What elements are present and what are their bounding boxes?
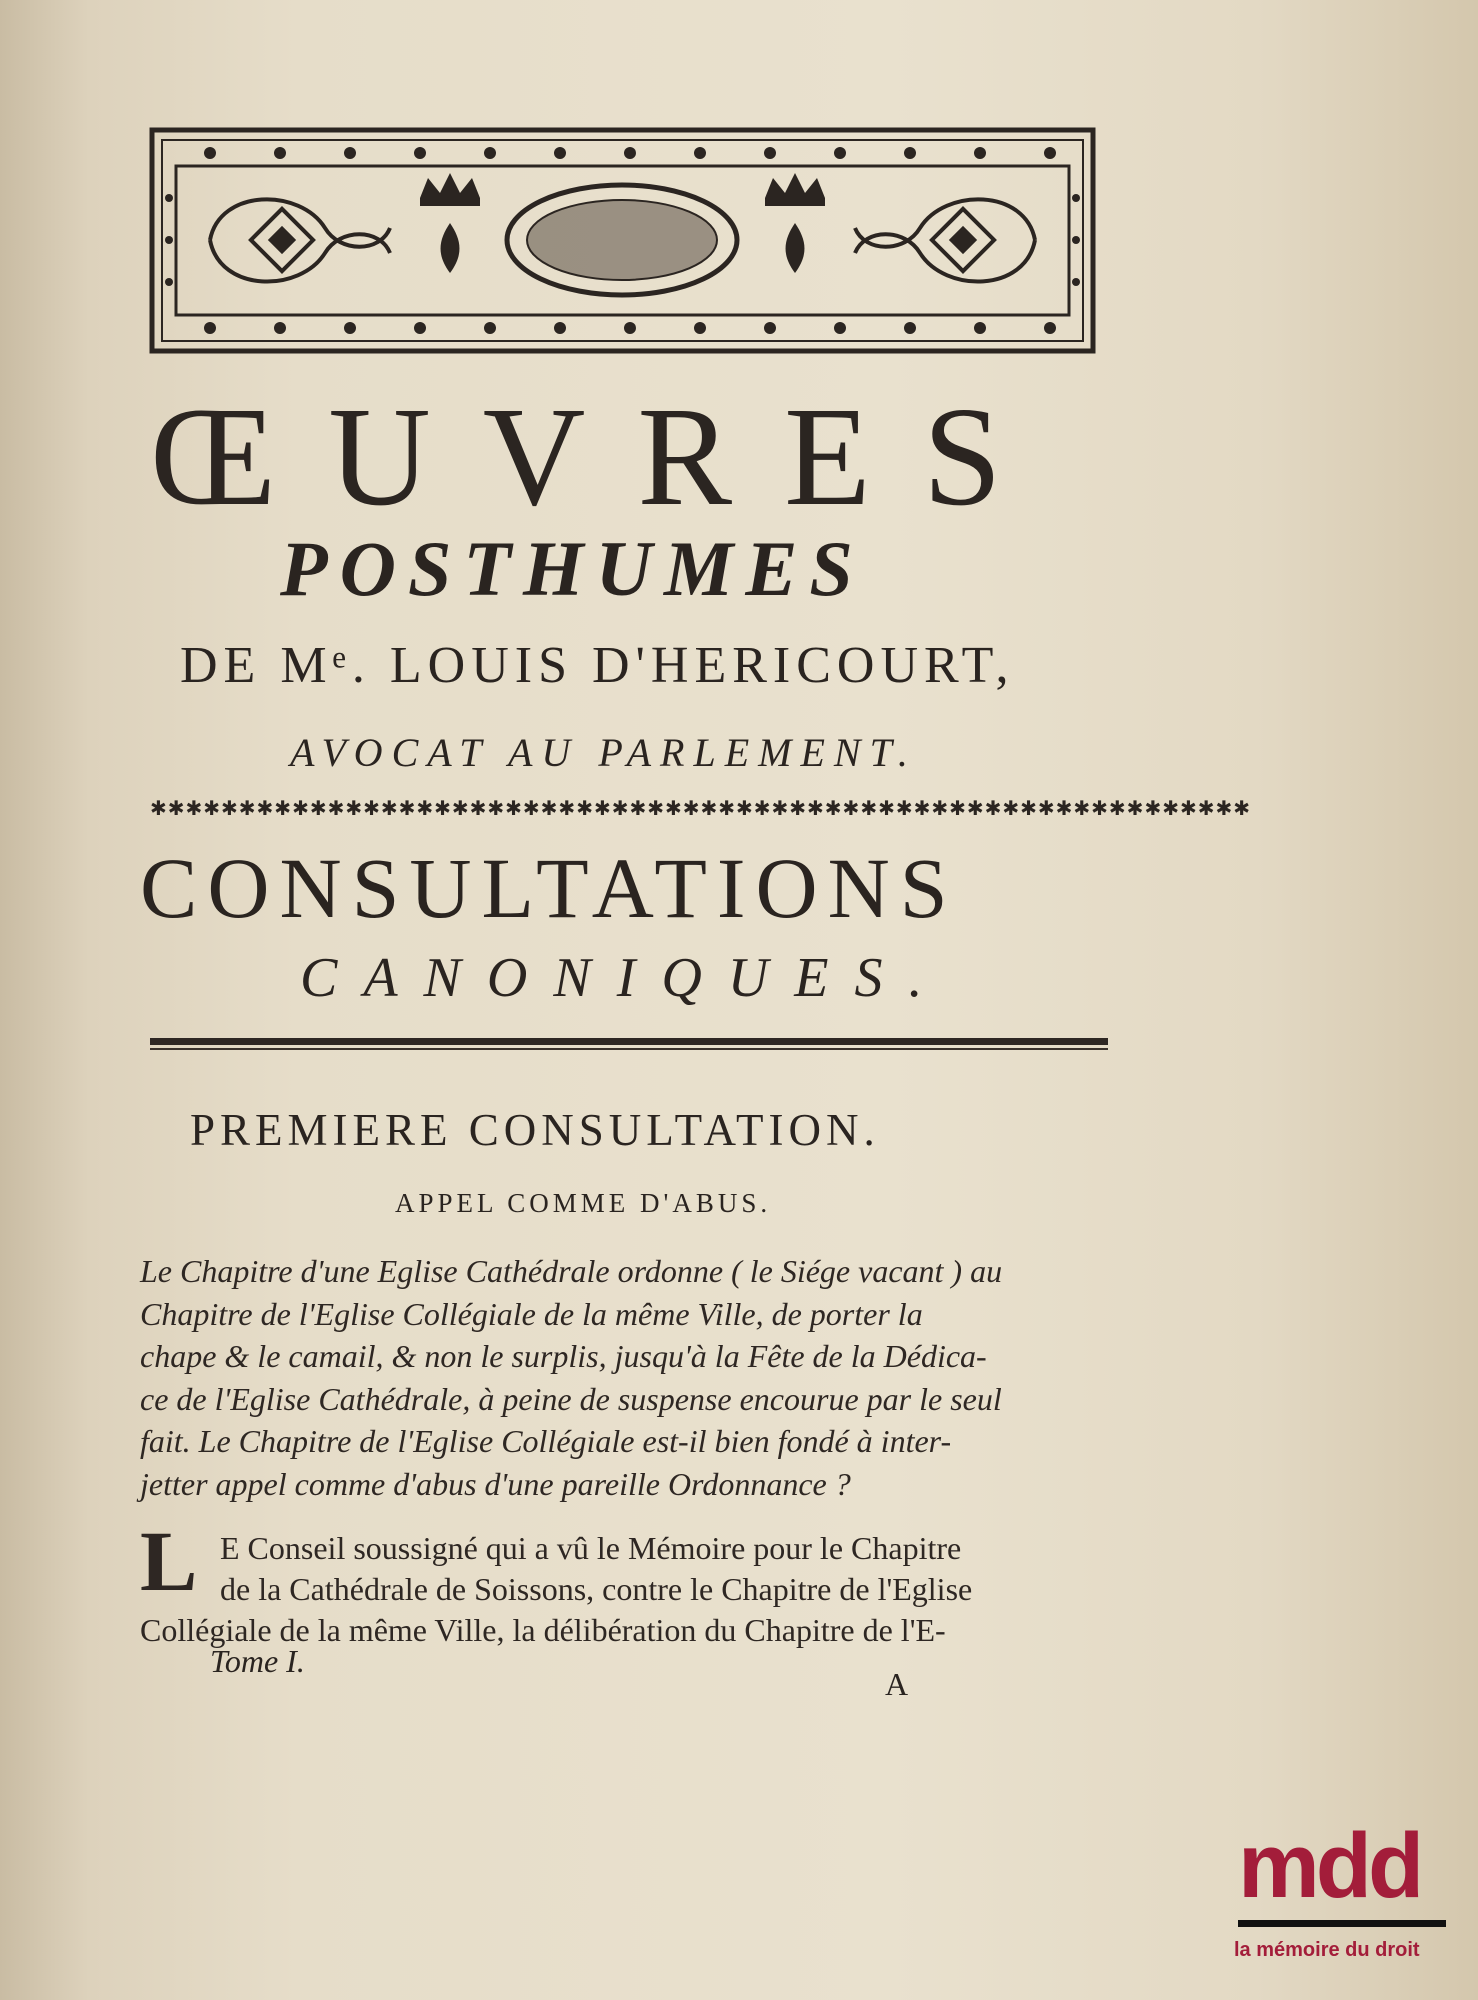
logo-underline bbox=[1238, 1920, 1446, 1927]
body-paragraph bbox=[140, 1513, 1110, 1651]
summary-line: ce de l'Eglise Cathédrale, à peine de suspense encourue par le seul bbox=[140, 1380, 1002, 1417]
mdd-logo bbox=[1228, 1815, 1458, 1990]
double-rule-divider bbox=[150, 1038, 1108, 1052]
logo-tagline: la mémoire du droit bbox=[1234, 1939, 1420, 1961]
title-oeuvres: ŒUVRES bbox=[150, 377, 1054, 535]
logo-wordmark: mdd bbox=[1238, 1815, 1421, 1917]
summary-line: fait. Le Chapitre de l'Eglise Collégiale est-il bien fondé à inter- bbox=[140, 1423, 952, 1459]
summary-line: chape & le camail, & non le surplis, jusqu'à la Fête de la Dédica- bbox=[140, 1338, 987, 1374]
section-heading: PREMIERE CONSULTATION. bbox=[190, 1105, 880, 1155]
author-line: DE Mᵉ. LOUIS D'HERICOURT, bbox=[180, 637, 1015, 694]
summary-line: jetter appel comme d'abus d'une pareille Ordonnance ? bbox=[140, 1465, 851, 1502]
summary-line: Chapitre de l'Eglise Collégiale de la même Ville, de porter la bbox=[140, 1295, 923, 1332]
drop-cap: L bbox=[140, 1513, 198, 1609]
summary-line: Le Chapitre d'une Eglise Cathédrale ordonne ( le Siége vacant ) au bbox=[140, 1253, 1003, 1289]
ornamental-headpiece bbox=[150, 128, 1095, 353]
italic-summary bbox=[140, 1250, 1100, 1505]
sheet-signature-letter: A bbox=[885, 1666, 909, 1702]
subtitle-consultations: CONSULTATIONS bbox=[140, 840, 958, 936]
star-ornament-rule: ✱✱✱✱✱✱✱✱✱✱✱✱✱✱✱✱✱✱✱✱✱✱✱✱✱✱✱✱✱✱✱✱✱✱✱✱✱✱✱✱✱✱✱✱✱✱✱✱✱✱✱✱✱✱✱✱✱✱✱✱✱✱ bbox=[150, 796, 1251, 820]
volume-signature: Tome I. bbox=[210, 1643, 305, 1679]
title-posthumes: POSTHUMES bbox=[280, 525, 865, 612]
profession-line: AVOCAT AU PARLEMENT. bbox=[290, 730, 917, 775]
rule-thick bbox=[150, 1038, 1108, 1045]
body-line: de la Cathédrale de Soissons, contre le Chapitre de l'Eglise bbox=[220, 1571, 973, 1607]
body-line: Collégiale de la même Ville, la délibération du Chapitre de l'E- bbox=[140, 1612, 946, 1648]
section-subheading: APPEL COMME D'ABUS. bbox=[395, 1188, 772, 1218]
body-line: E Conseil soussigné qui a vû le Mémoire pour le Chapitre bbox=[220, 1530, 962, 1566]
subtitle-canoniques: CANONIQUES. bbox=[300, 947, 949, 1009]
rule-thin bbox=[150, 1048, 1108, 1050]
